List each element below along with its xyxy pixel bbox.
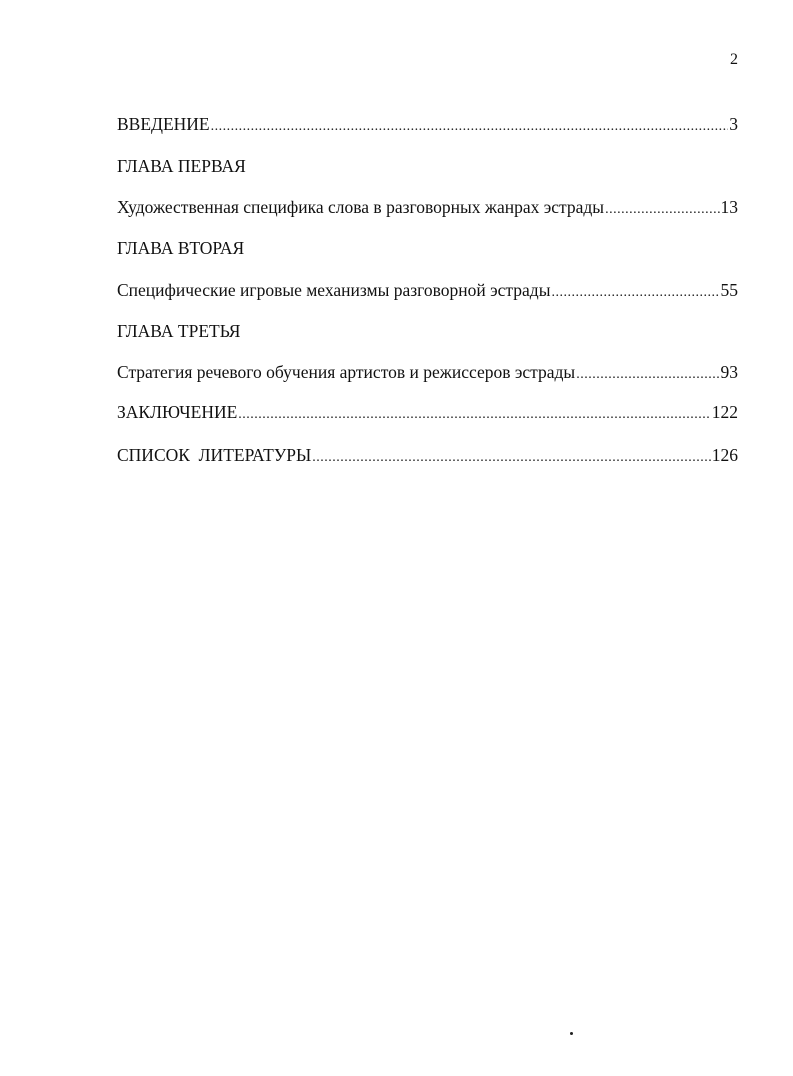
toc-entry-title: СПИСОК ЛИТЕРАТУРЫ xyxy=(117,445,312,465)
toc-entry-chapter3 xyxy=(117,362,738,385)
toc-entry-references xyxy=(117,445,738,468)
toc-entry-conclusion xyxy=(117,402,738,425)
toc-entry-page: 126 xyxy=(711,445,738,465)
page-number: 2 xyxy=(730,51,738,68)
toc-entry-title: Художественная специфика слова в разговорных жанрах эстрады xyxy=(117,197,605,217)
toc-entry-page: 3 xyxy=(729,114,738,134)
toc-entry-title: ЗАКЛЮЧЕНИЕ xyxy=(117,402,238,422)
toc-entry-page: 122 xyxy=(711,402,738,422)
toc-entry-page: 13 xyxy=(720,197,738,217)
chapter-heading-2: ГЛАВА ВТОРАЯ xyxy=(117,238,245,258)
toc-entry-chapter2 xyxy=(117,280,738,303)
toc-entry-chapter1 xyxy=(117,197,738,220)
toc-entry-title: Специфические игровые механизмы разговорной эстрады xyxy=(117,280,551,300)
scan-artifact-dot xyxy=(570,1032,573,1035)
dot-leader xyxy=(551,283,719,303)
toc-entry-introduction xyxy=(117,114,738,137)
chapter-heading-1: ГЛАВА ПЕРВАЯ xyxy=(117,156,246,176)
dot-leader xyxy=(312,448,711,468)
toc-entry-title: Стратегия речевого обучения артистов и режиссеров эстрады xyxy=(117,362,576,382)
toc-entry-page: 55 xyxy=(720,280,738,300)
toc-entry-title: ВВЕДЕНИЕ xyxy=(117,114,210,134)
dot-leader xyxy=(238,405,710,425)
dot-leader xyxy=(605,200,719,220)
toc-entry-page: 93 xyxy=(720,362,738,382)
dot-leader xyxy=(211,117,729,137)
dot-leader xyxy=(576,365,719,385)
chapter-heading-3: ГЛАВА ТРЕТЬЯ xyxy=(117,321,241,341)
